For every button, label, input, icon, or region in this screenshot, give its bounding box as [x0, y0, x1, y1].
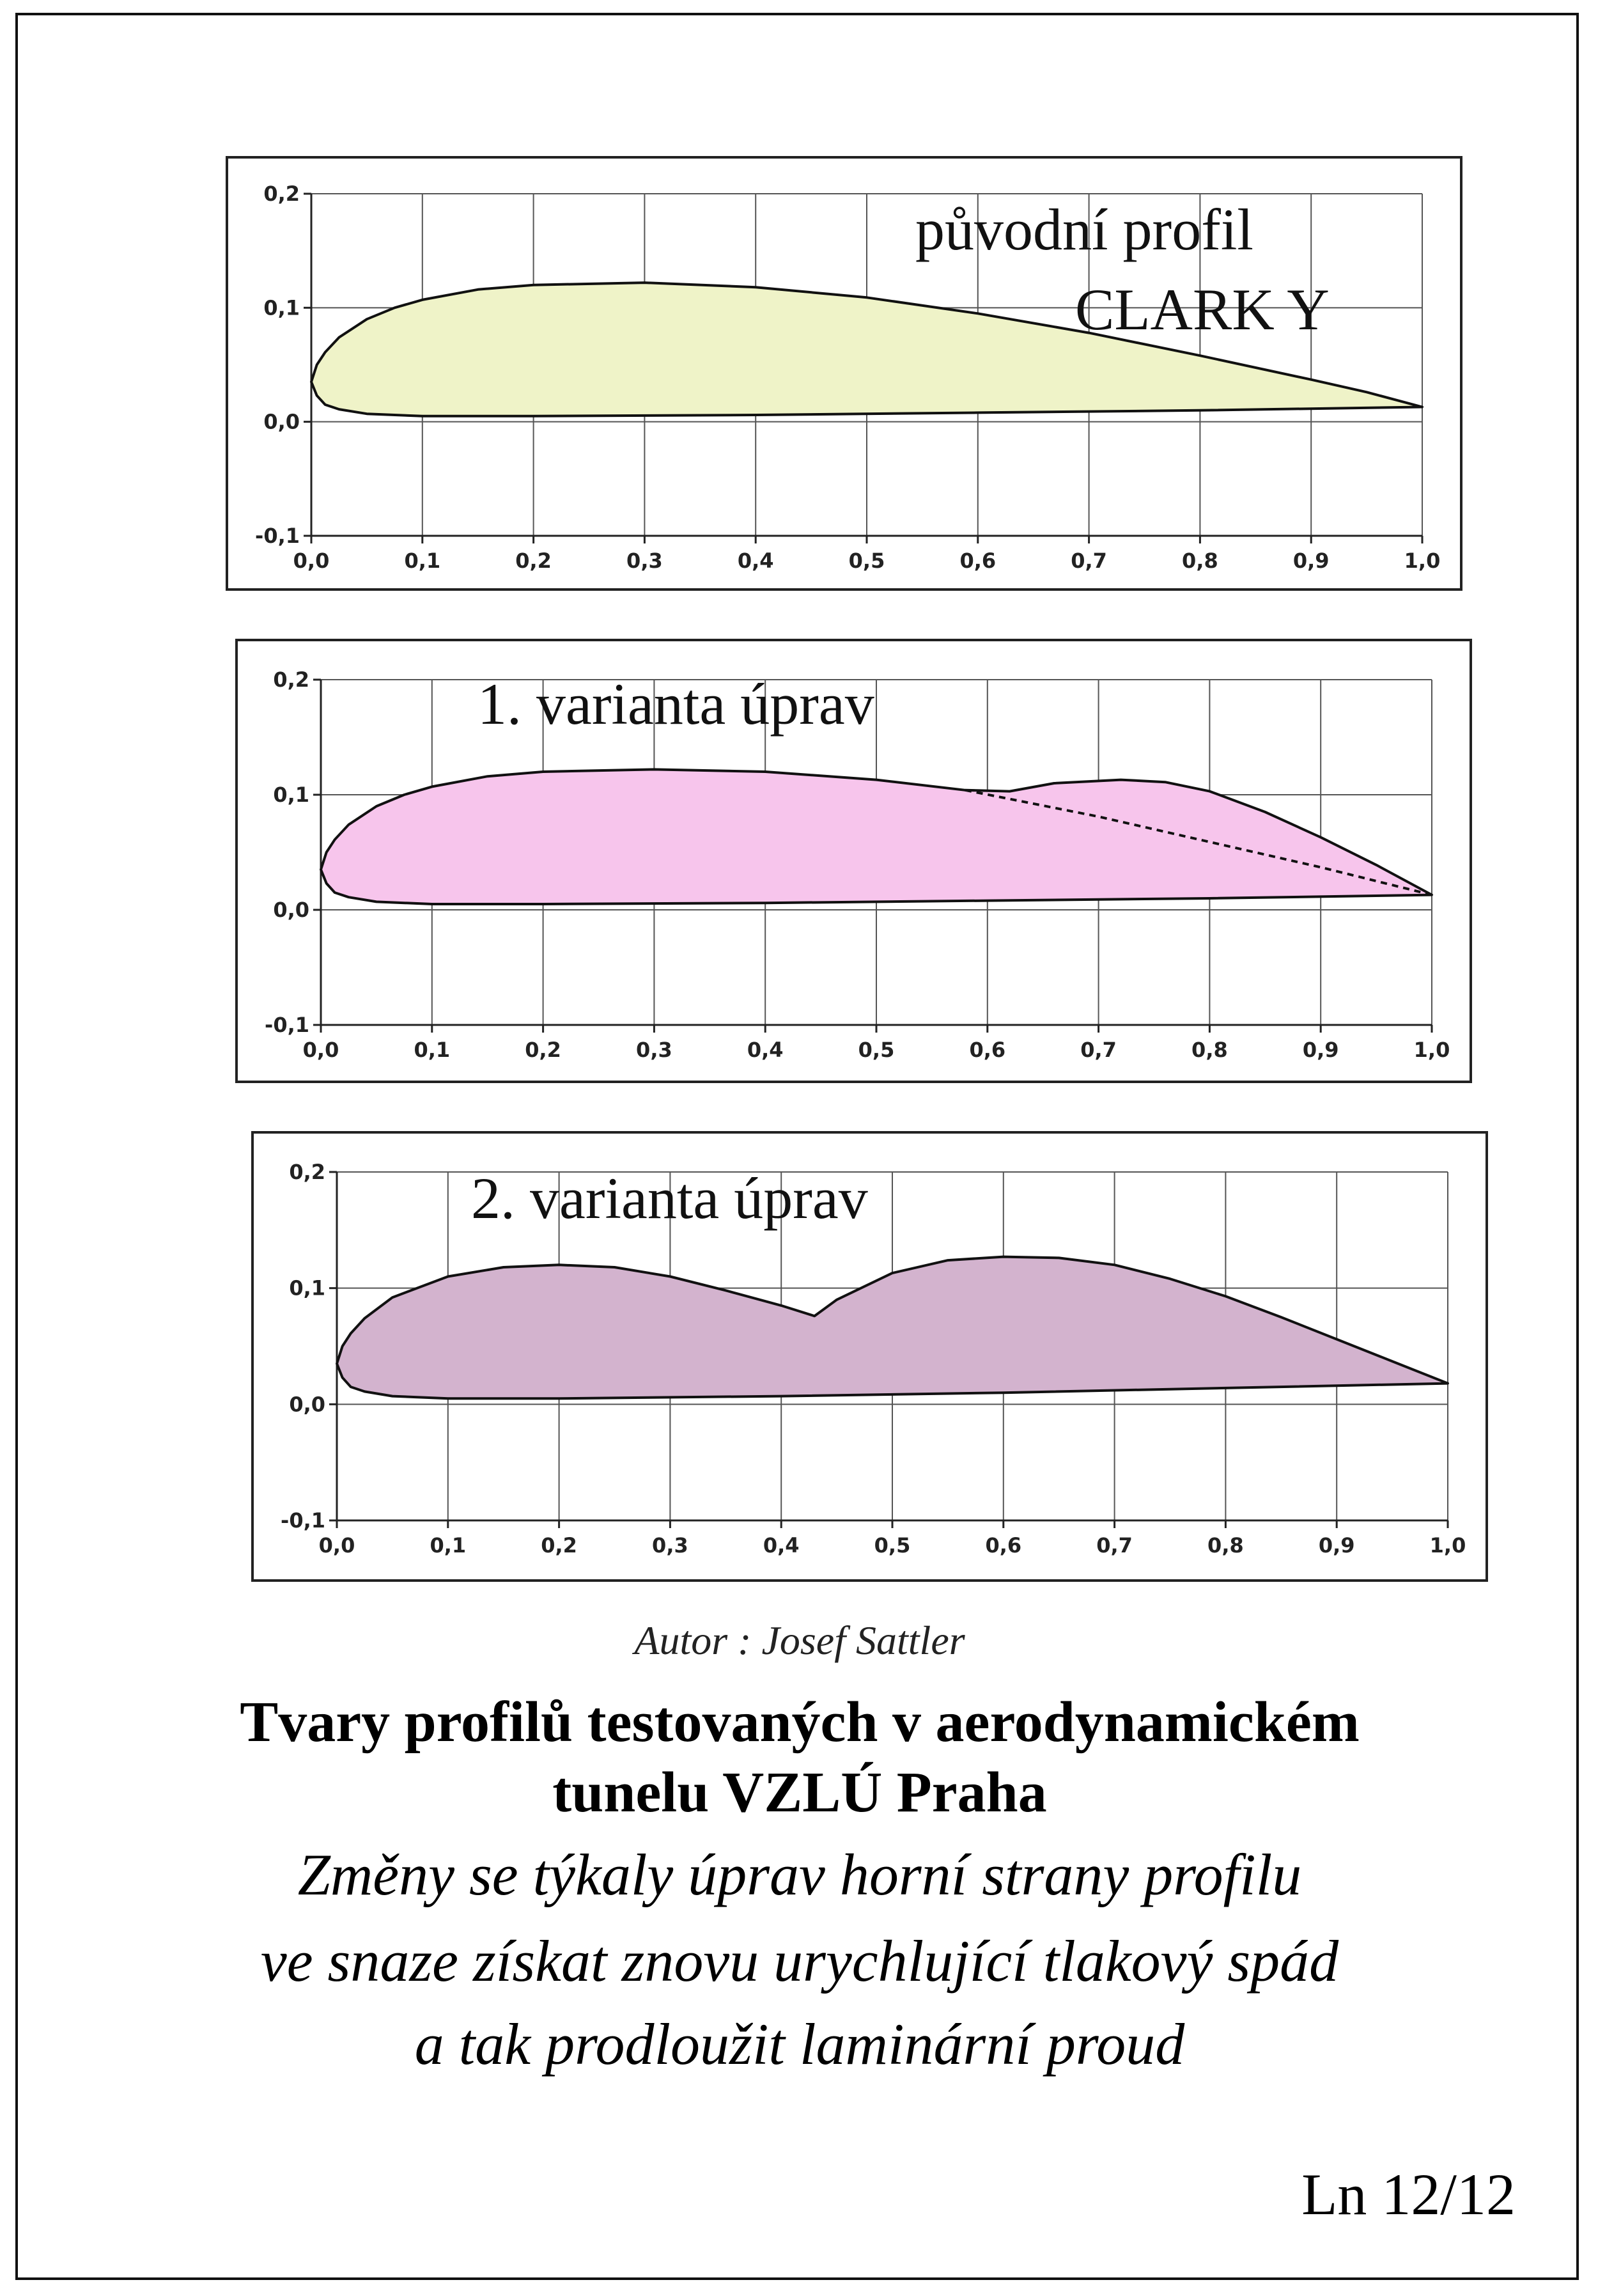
- x-tick-label: 1,0: [1413, 1038, 1450, 1062]
- x-tick-label: 0,4: [737, 549, 774, 573]
- y-tick-label: 0,2: [263, 182, 300, 206]
- chart-title-line2: CLARK Y: [1075, 277, 1330, 342]
- y-tick-label: -0,1: [265, 1013, 309, 1037]
- chart-svg-variant-2: [254, 1134, 1491, 1584]
- x-tick-label: 0,2: [525, 1038, 561, 1062]
- y-tick-label: 0,0: [263, 409, 300, 434]
- x-tick-label: 0,0: [293, 549, 330, 573]
- x-tick-label: 0,1: [414, 1038, 451, 1062]
- y-tick-label: 0,2: [273, 668, 309, 692]
- x-tick-label: 0,3: [636, 1038, 672, 1062]
- heading-line-2: tunelu VZLÚ Praha: [552, 1761, 1047, 1824]
- x-tick-label: 0,7: [1096, 1533, 1133, 1558]
- y-tick-label: -0,1: [255, 524, 300, 548]
- y-tick-label: 0,2: [289, 1160, 325, 1184]
- chart-title: 1. varianta úprav: [477, 671, 874, 737]
- y-tick-label: -0,1: [281, 1508, 325, 1533]
- x-tick-label: 0,2: [541, 1533, 577, 1558]
- x-tick-label: 0,8: [1207, 1533, 1244, 1558]
- x-tick-label: 0,5: [848, 549, 885, 573]
- x-tick-label: 0,7: [1071, 549, 1107, 573]
- chart-title: 2. varianta úprav: [471, 1166, 868, 1231]
- y-tick-label: 0,1: [263, 295, 300, 320]
- x-tick-label: 1,0: [1429, 1533, 1466, 1558]
- x-tick-label: 0,1: [430, 1533, 467, 1558]
- x-tick-label: 0,5: [874, 1533, 911, 1558]
- chart-variant-2: [251, 1131, 1488, 1582]
- description-line-1: Změny se týkaly úprav horní strany profilu: [297, 1842, 1302, 1907]
- chart-title-line1: původní profil: [915, 197, 1253, 262]
- x-tick-label: 0,9: [1302, 1038, 1339, 1062]
- x-tick-label: 0,0: [318, 1533, 355, 1558]
- chart-svg-original: [228, 159, 1465, 593]
- x-tick-label: 0,4: [747, 1038, 784, 1062]
- airfoil-profile: [321, 769, 1432, 904]
- description-line-2: ve snaze získat znovu urychlující tlakový spád: [260, 1928, 1339, 1994]
- chart-variant-1: [235, 639, 1472, 1083]
- x-tick-label: 0,5: [858, 1038, 895, 1062]
- y-tick-label: 0,1: [273, 783, 309, 807]
- x-tick-label: 0,6: [959, 549, 997, 573]
- y-tick-label: 0,0: [289, 1392, 325, 1417]
- chart-original-profile: [226, 156, 1462, 591]
- author-line: Autor : Josef Sattler: [634, 1618, 965, 1663]
- x-tick-label: 0,3: [652, 1533, 688, 1558]
- x-tick-label: 0,1: [404, 549, 441, 573]
- x-tick-label: 0,8: [1191, 1038, 1228, 1062]
- y-tick-label: 0,0: [273, 898, 309, 922]
- x-tick-label: 0,2: [515, 549, 552, 573]
- x-tick-label: 0,0: [302, 1038, 339, 1062]
- x-tick-label: 0,7: [1080, 1038, 1117, 1062]
- x-tick-label: 0,9: [1292, 549, 1330, 573]
- description-line-3: a tak prodloužit laminární proud: [414, 2011, 1185, 2077]
- x-tick-label: 0,6: [985, 1533, 1022, 1558]
- x-tick-label: 0,3: [626, 549, 663, 573]
- y-tick-label: 0,1: [289, 1276, 325, 1300]
- x-tick-label: 0,4: [763, 1533, 800, 1558]
- heading-line-1: Tvary profilů testovaných v aerodynamickém: [240, 1691, 1360, 1754]
- x-tick-label: 0,9: [1318, 1533, 1355, 1558]
- x-tick-label: 0,8: [1182, 549, 1218, 573]
- page-reference: Ln 12/12: [1301, 2162, 1516, 2227]
- x-tick-label: 1,0: [1404, 549, 1441, 573]
- airfoil-profile: [337, 1257, 1448, 1399]
- x-tick-label: 0,6: [969, 1038, 1006, 1062]
- page-sheet: [15, 13, 1579, 2280]
